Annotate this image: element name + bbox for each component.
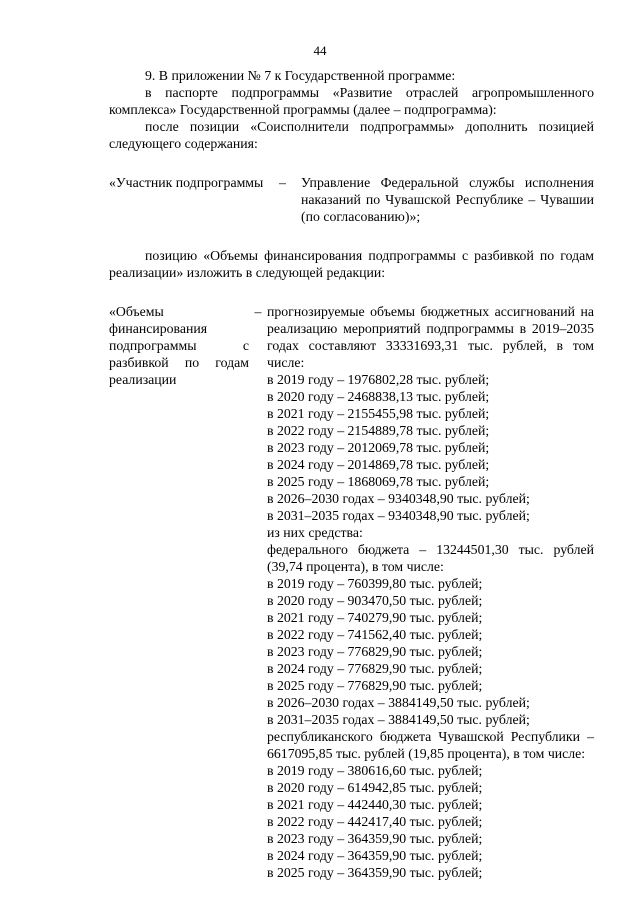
financing-line: прогнозируемые объемы бюджетных ассигнований на реализацию мероприятий подпрограммы в 2019–2035 годах составляют 33331693,31 тыс. рублей, в том числе:	[267, 304, 594, 370]
financing-line: в 2031–2035 годах – 9340348,90 тыс. рублей;	[267, 508, 530, 523]
financing-line: в 2022 году – 2154889,78 тыс. рублей;	[267, 423, 490, 438]
financing-lines	[267, 303, 594, 881]
financing-line: в 2023 году – 776829,90 тыс. рублей;	[267, 644, 483, 659]
financing-line: из них средства:	[267, 525, 363, 540]
paragraph-position: позицию «Объемы финансирования подпрограммы с разбивкой по годам реализации» изложить в следующей редакции:	[109, 248, 594, 280]
financing-line: в 2020 году – 2468838,13 тыс. рублей;	[267, 389, 490, 404]
financing-line: в 2019 году – 380616,60 тыс. рублей;	[267, 763, 483, 778]
financing-line: в 2021 году – 2155455,98 тыс. рублей;	[267, 406, 490, 421]
paragraph-after-position: после позиции «Соисполнители подпрограммы» дополнить позицией следующего содержания:	[109, 119, 594, 151]
financing-line: в 2022 году – 442417,40 тыс. рублей;	[267, 814, 483, 829]
financing-line: в 2024 году – 2014869,78 тыс. рублей;	[267, 457, 490, 472]
financing-line: в 2021 году – 740279,90 тыс. рублей;	[267, 610, 483, 625]
financing-line: федерального бюджета – 13244501,30 тыс. рублей (39,74 процента), в том числе:	[267, 542, 594, 574]
financing-line: республиканского бюджета Чувашской Республики – 6617095,85 тыс. рублей (19,85 процента), в том числе:	[267, 729, 594, 761]
financing-line: в 2022 году – 741562,40 тыс. рублей;	[267, 627, 483, 642]
financing-line: в 2024 году – 776829,90 тыс. рублей;	[267, 661, 483, 676]
financing-label: «Объемы финансирования подпрограммы с разбивкой по годам реализации	[109, 304, 249, 387]
financing-dash: –	[254, 304, 262, 319]
financing-row	[109, 303, 594, 881]
financing-line: в 2023 году – 364359,90 тыс. рублей;	[267, 831, 483, 846]
financing-line: в 2026–2030 годах – 9340348,90 тыс. рублей;	[267, 491, 530, 506]
financing-line: в 2025 году – 364359,90 тыс. рублей;	[267, 865, 483, 880]
document-body	[109, 67, 594, 881]
financing-line: в 2020 году – 614942,85 тыс. рублей;	[267, 780, 483, 795]
financing-line: в 2031–2035 годах – 3884149,50 тыс. рублей;	[267, 712, 530, 727]
paragraph-passport: в паспорте подпрограммы «Развитие отраслей агропромышленного комплекса» Государственной программы (далее – подпрограмма):	[109, 85, 594, 117]
financing-line: в 2025 году – 1868069,78 тыс. рублей;	[267, 474, 490, 489]
financing-line: в 2026–2030 годах – 3884149,50 тыс. рублей;	[267, 695, 530, 710]
financing-line: в 2019 году – 760399,80 тыс. рублей;	[267, 576, 483, 591]
financing-line: в 2019 году – 1976802,28 тыс. рублей;	[267, 372, 490, 387]
financing-line: в 2020 году – 903470,50 тыс. рублей;	[267, 593, 483, 608]
financing-line: в 2024 году – 364359,90 тыс. рублей;	[267, 848, 483, 863]
participant-value: Управление Федеральной службы исполнения наказаний по Чувашской Республике – Чувашии (по согласованию)»;	[301, 175, 594, 224]
participant-row	[109, 174, 594, 225]
paragraph-item-9: 9. В приложении № 7 к Государственной программе:	[145, 68, 456, 83]
page-number: 44	[313, 43, 327, 58]
financing-line: в 2021 году – 442440,30 тыс. рублей;	[267, 797, 483, 812]
participant-dash: –	[279, 175, 286, 190]
financing-line: в 2023 году – 2012069,78 тыс. рублей;	[267, 440, 490, 455]
participant-label: «Участник подпрограммы	[109, 175, 264, 190]
financing-line: в 2025 году – 776829,90 тыс. рублей;	[267, 678, 483, 693]
